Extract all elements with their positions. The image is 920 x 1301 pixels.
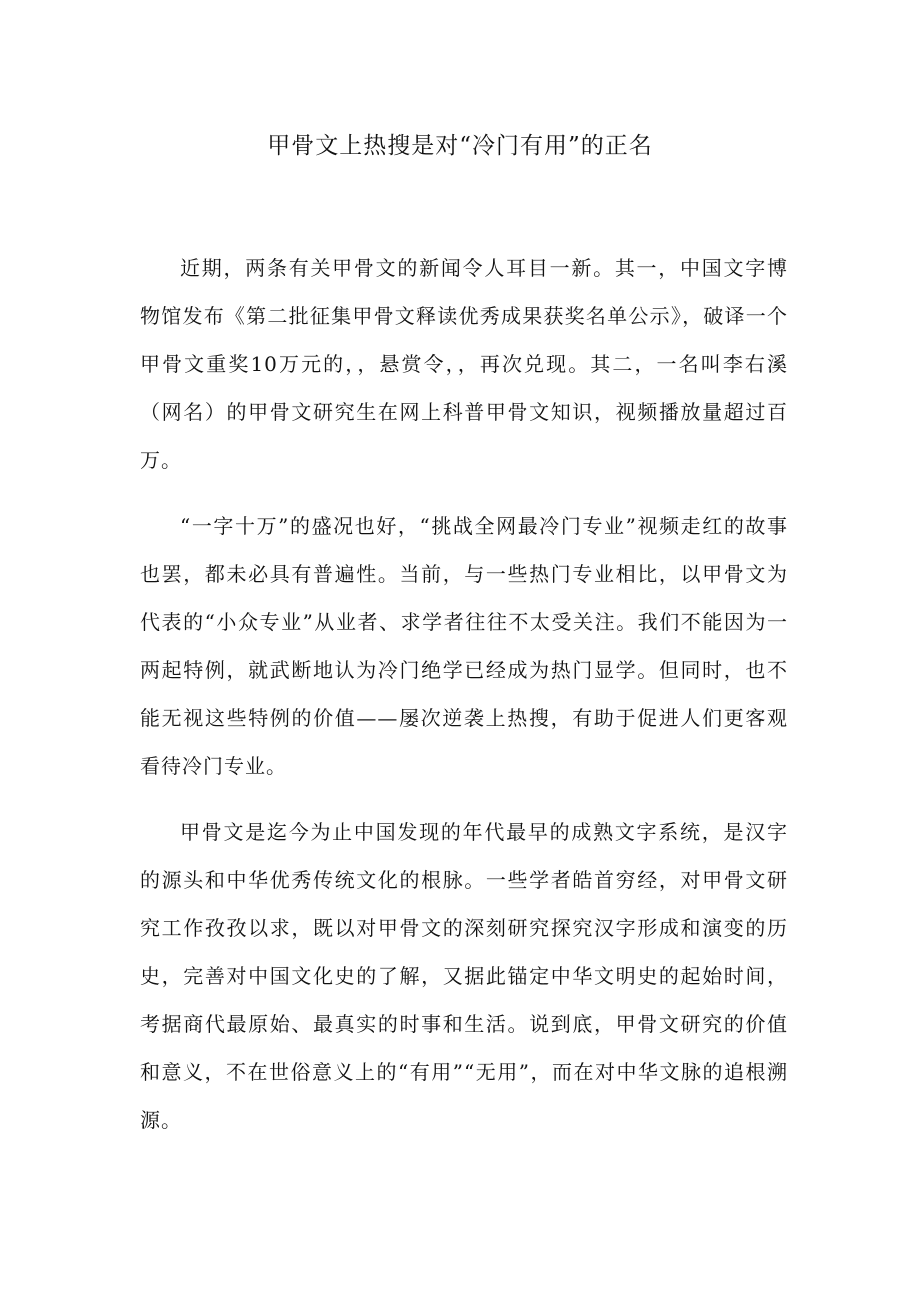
paragraph-3: 甲骨文是迄今为止中国发现的年代最早的成熟文字系统，是汉字的源头和中华优秀传统文化的根脉。一些学者皓首穷经，对甲骨文研究工作孜孜以求，既以对甲骨文的深刻研究探究汉字形成和演变的历史，完善对中国文化史的了解，又据此锚定中华文明史的起始时间，考据商代最原始、最真实的时事和生活。说到底，甲骨文研究的价值和意义，不在世俗意义上的“有用”“无用”，而在对中华文脉的追根溯源。 [140, 820, 788, 1132]
paragraph-2: “一字十万”的盛况也好，“挑战全网最冷门专业”视频走红的故事也罢，都未必具有普遍性。当前，与一些热门专业相比，以甲骨文为代表的“小众专业”从业者、求学者往往不太受关注。我们不能因为一两起特例，就武断地认为冷门绝学已经成为热门显学。但同时，也不能无视这些特例的价值——屡次逆袭上热搜，有助于促进人们更客观看待冷门专业。 [140, 514, 788, 778]
document-title: 甲骨文上热搜是对“冷门有用”的正名 [267, 133, 653, 159]
paragraph-1: 近期，两条有关甲骨文的新闻令人耳目一新。其一，中国文字博物馆发布《第二批征集甲骨文释读优秀成果获奖名单公示》，破译一个甲骨文重奖10万元的，，悬赏令，，再次兑现。其二，一名叫李右溪（网名）的甲骨文研究生在网上科普甲骨文知识，视频播放量超过百万。 [140, 256, 788, 472]
document-body [140, 244, 788, 1162]
